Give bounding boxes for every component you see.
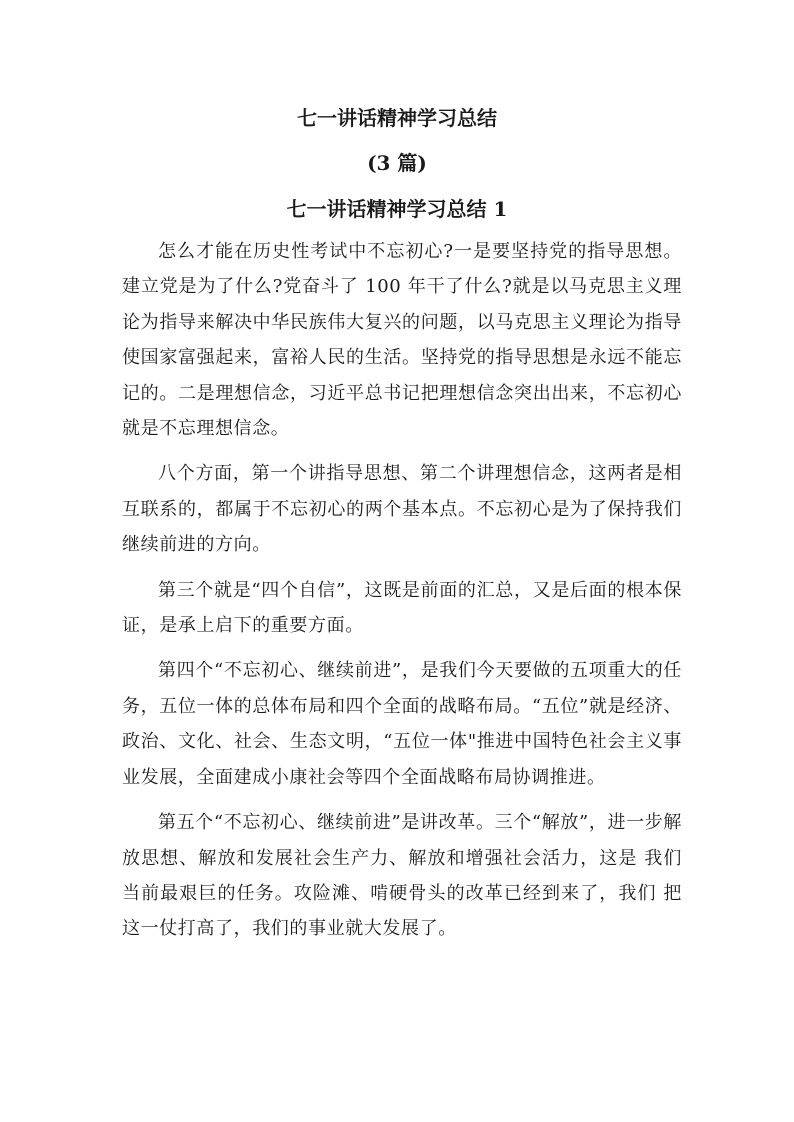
paragraph-3: 第三个就是“四个自信”，这既是前面的汇总，又是后面的根本保证，是承上启下的重要方面。 (122, 579, 682, 637)
document-subtitle: (3 篇) (367, 151, 427, 175)
paragraph-2: 八个方面，第一个讲指导思想、第二个讲理想信念，这两者是相互联系的，都属于不忘初心的两个基本点。不忘初心是为了保持我们继续前进的方向。 (122, 463, 682, 556)
paragraph-1: 怎么才能在历史性考试中不忘初心?一是要坚持党的指导思想。建立党是为了什么?党奋斗了 100 年干了什么?就是以马克思主义理论为指导来解决中华民族伟大复兴的问题，以马克思主义理论为指导使国家富强起来，富裕人民的生活。坚持党的指导思想是永远不能忘记的。二是理想信念，习近平总书记把理想信念突出出来，不忘初心就是不忘理想信念。 (122, 241, 682, 440)
paragraph-4: 第四个“不忘初心、继续前进”，是我们今天要做的五项重大的任务，五位一体的总体布局和四个全面的战略布局。“五位”就是经济、政治、文化、社会、生态文明，“五位一体"推进中国特色社会主义事业发展，全面建成小康社会等四个全面战略布局协调推进。 (122, 660, 682, 788)
section-title: 七一讲话精神学习总结 1 (286, 197, 508, 221)
document-body (122, 234, 682, 947)
document-title: 七一讲话精神学习总结 (297, 106, 497, 130)
paragraph-5: 第五个“不忘初心、继续前进”是讲改革。三个“解放”，进一步解放思想、解放和发展社会生产力、解放和增强社会活力，这是 我们当前最艰巨的任务。攻险滩、啃硬骨头的改革已经到来了，我们 把这一仗打高了，我们的事业就大发展了。 (122, 812, 682, 940)
